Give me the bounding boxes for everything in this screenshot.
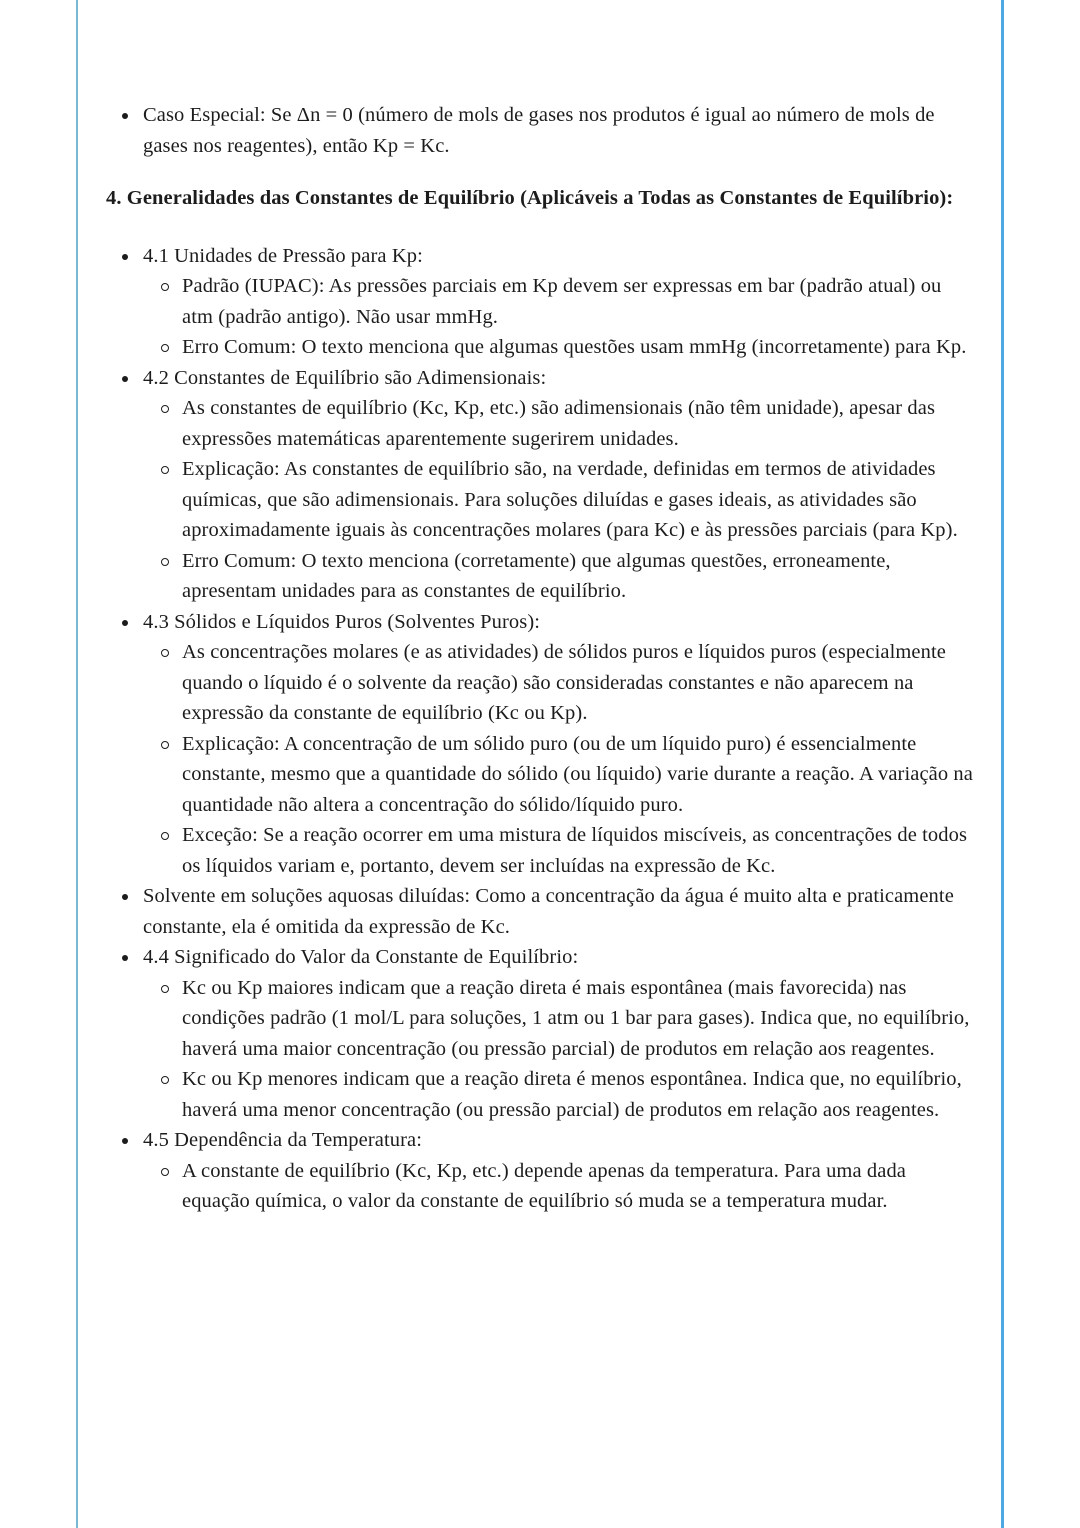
text-line: 4.4 Significado do Valor da Constante de Equilíbrio: bbox=[143, 946, 579, 968]
list-item bbox=[106, 607, 974, 638]
text-line: As concentrações molares (e as atividades) de sólidos puros e líquidos puros (especialmente quando o líquido é o solvente da reação) são consideradas constantes e não aparecem na expressão da constante de equilíbrio (Kc ou Kp). bbox=[182, 641, 946, 724]
list-item bbox=[106, 881, 974, 942]
sub-list-item bbox=[106, 973, 974, 1065]
bullet-dot-icon bbox=[122, 113, 128, 119]
text-line: Caso Especial: Se Δn = 0 (número de mols de gases nos produtos é igual ao número de mols de gases nos reagentes), então Kp = Kc. bbox=[143, 104, 935, 157]
bullet-dot-icon bbox=[122, 376, 128, 382]
text-line: Padrão (IUPAC): As pressões parciais em Kp devem ser expressas em bar (padrão atual) ou atm (padrão antigo). Não usar mmHg. bbox=[182, 275, 942, 328]
text-line: Kc ou Kp maiores indicam que a reação direta é mais espontânea (mais favorecida) nas condições padrão (1 mol/L para soluções, 1 atm ou 1 bar para gases). Indica que, no equilíbrio, haverá uma maior concentração (ou pressão parcial) de produtos em relação aos reagentes. bbox=[182, 976, 970, 1060]
sub-list-item bbox=[106, 637, 974, 729]
list-item bbox=[106, 241, 974, 272]
text-line: Kc ou Kp menores indicam que a reação direta é menos espontânea. Indica que, no equilíbrio, haverá uma menor concentração (ou pressão parcial) de produtos em relação aos reagentes. bbox=[182, 1068, 962, 1121]
text-line: Erro Comum: O texto menciona que algumas questões usam mmHg (incorretamente) para Kp. bbox=[182, 336, 967, 358]
document-content bbox=[106, 100, 974, 1217]
sub-list-item bbox=[106, 393, 974, 454]
text-line: Exceção: Se a reação ocorrer em uma mistura de líquidos miscíveis, as concentrações de todos os líquidos variam e, portanto, devem ser incluídas na expressão de Kc. bbox=[182, 824, 968, 877]
bullet-ring-icon bbox=[161, 283, 169, 291]
bullet-ring-icon bbox=[161, 741, 169, 749]
text-line: Solvente em soluções aquosas diluídas: Como a concentração da água é muito alta e praticamente constante, ela é omitida da expressão de Kc. bbox=[143, 885, 954, 938]
bullet-dot-icon bbox=[122, 254, 128, 260]
bullet-dot-icon bbox=[122, 1138, 128, 1144]
sub-list-item bbox=[106, 1156, 974, 1217]
bullet-ring-icon bbox=[161, 832, 169, 840]
sub-list-item bbox=[106, 454, 974, 546]
bullet-dot-icon bbox=[122, 894, 128, 900]
page-border-right bbox=[1001, 0, 1004, 1528]
text-line: 4.1 Unidades de Pressão para Kp: bbox=[143, 244, 423, 267]
bullet-ring-icon bbox=[161, 405, 169, 413]
page-border-left bbox=[76, 0, 78, 1528]
text-line: A constante de equilíbrio (Kc, Kp, etc.) depende apenas da temperatura. Para uma dada equação química, o valor da constante de equilíbrio só muda se a temperatura mudar. bbox=[182, 1159, 906, 1212]
text-line: Erro Comum: O texto menciona (corretamente) que algumas questões, erroneamente, apresentam unidades para as constantes de equilíbrio. bbox=[182, 549, 891, 602]
text-line: Explicação: A concentração de um sólido puro (ou de um líquido puro) é essencialmente constante, mesmo que a quantidade do sólido (ou líquido) varie durante a reação. A variação na quantidade não altera a concentração do sólido/líquido puro. bbox=[182, 732, 973, 816]
bullet-ring-icon bbox=[161, 649, 169, 657]
text-line: 4.3 Sólidos e Líquidos Puros (Solventes Puros): bbox=[143, 610, 541, 633]
bullet-ring-icon bbox=[161, 558, 169, 566]
text-line: 4.5 Dependência da Temperatura: bbox=[143, 1129, 423, 1151]
text-line: Explicação: As constantes de equilíbrio são, na verdade, definidas em termos de atividades químicas, que são adimensionais. Para soluções diluídas e gases ideais, as atividades são aproximadamente iguais às concentrações molares (para Kc) e às pressões parciais (para Kp). bbox=[182, 458, 958, 541]
bullet-ring-icon bbox=[161, 344, 169, 352]
text-line: 4. Generalidades das Constantes de Equilíbrio (Aplicáveis a Todas as Constantes de Equilíbrio): bbox=[106, 187, 954, 209]
list-item bbox=[106, 363, 974, 394]
sub-list-item bbox=[106, 729, 974, 821]
bullet-ring-icon bbox=[161, 466, 169, 474]
list-item bbox=[106, 1125, 974, 1156]
sub-list-item bbox=[106, 1064, 974, 1125]
sub-list-item bbox=[106, 271, 974, 332]
sub-list-item bbox=[106, 332, 974, 363]
text-line: As constantes de equilíbrio (Kc, Kp, etc.) são adimensionais (não têm unidade), apesar das expressões matemáticas aparentemente sugerirem unidades. bbox=[182, 397, 936, 450]
list-item bbox=[106, 942, 974, 973]
bullet-dot-icon bbox=[122, 955, 128, 961]
section-heading bbox=[106, 183, 974, 214]
text-line: 4.2 Constantes de Equilíbrio são Adimensionais: bbox=[143, 366, 547, 389]
list-item bbox=[106, 100, 974, 161]
sub-list-item bbox=[106, 820, 974, 881]
sub-list-item bbox=[106, 546, 974, 607]
bullet-dot-icon bbox=[122, 620, 128, 626]
bullet-ring-icon bbox=[161, 985, 169, 993]
bullet-ring-icon bbox=[161, 1168, 169, 1176]
bullet-ring-icon bbox=[161, 1076, 169, 1084]
